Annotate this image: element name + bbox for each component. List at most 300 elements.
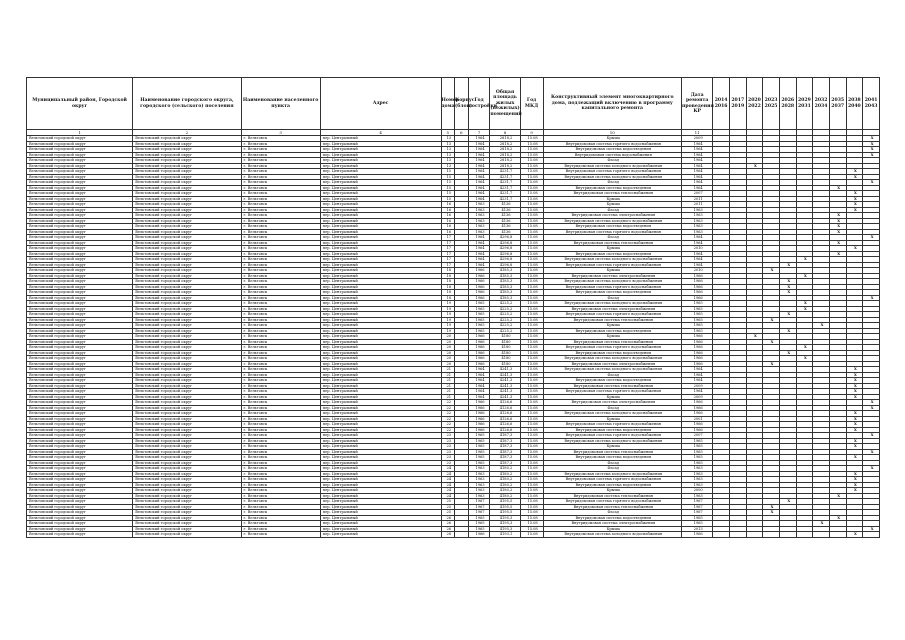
cell-district: Вельтовский городской округ [27,279,133,285]
period-cell: X [796,356,813,362]
cell-area: 4241,3 [490,394,520,400]
column-index: 11 [682,130,713,136]
period-cell: X [846,207,863,213]
cell-house: 20 [441,334,455,340]
cell-house: 22 [441,411,455,417]
cell-element: Внутридомовая система горячего водоснабжения [543,477,682,483]
cell-address: пер. Центральный [320,515,441,521]
period-cell: X [863,235,880,241]
cell-year: 1964 [468,191,490,197]
cell-date: 1963 [682,224,713,230]
cell-settlement: Вельтовский городской округ [133,224,241,230]
cell-element: Фасад [543,235,682,241]
cell-locality: г. Вельтовск [241,383,320,389]
cell-element: Внутридомовая система электроснабжения [543,273,682,279]
cell-address: пер. Центральный [320,317,441,323]
cell-address: пер. Центральный [320,295,441,301]
cell-ykd: 15.08 [520,372,543,378]
cell-address: пер. Центральный [320,290,441,296]
column-header: 2020 2022 [746,78,763,130]
cell-year: 1963 [468,229,490,235]
cell-district: Вельтовский городской округ [27,185,133,191]
cell-district: Вельтовский городской округ [27,444,133,450]
cell-district: Вельтовский городской округ [27,317,133,323]
cell-address: пер. Центральный [320,306,441,312]
cell-element: Внутридомовая система теплоснабжения [543,240,682,246]
cell-year: 1964 [468,169,490,175]
cell-address: пер. Центральный [320,174,441,180]
cell-element: Внутридомовая система теплоснабжения [543,339,682,345]
cell-element: Крыша [543,136,682,142]
cell-date: 2007 [682,191,713,197]
cell-area: 4180,2 [490,471,520,477]
cell-area: 4180 [490,356,520,362]
cell-settlement: Вельтовский городской округ [133,345,241,351]
cell-locality: г. Вельтовск [241,372,320,378]
cell-address: пер. Центральный [320,240,441,246]
cell-address: пер. Центральный [320,405,441,411]
cell-date: 1965 [682,301,713,307]
cell-address: пер. Центральный [320,262,441,268]
column-header: 2029 2031 [796,78,813,130]
cell-year: 1964 [468,240,490,246]
cell-settlement: Вельтовский городской округ [133,411,241,417]
cell-settlement: Вельтовский городской округ [133,433,241,439]
cell-date: 1966 [682,427,713,433]
cell-district: Вельтовский городской округ [27,515,133,521]
cell-date: 1964 [682,257,713,263]
period-cell: X [846,411,863,417]
cell-element: Внутридомовая система холодного водоснабжения [543,301,682,307]
cell-settlement: Вельтовский городской округ [133,493,241,499]
cell-area: 4180 [490,361,520,367]
column-index: 2 [133,130,241,136]
cell-locality: г. Вельтовск [241,246,320,252]
cell-area: 4187,3 [490,444,520,450]
cell-ykd: 15.08 [520,273,543,279]
cell-area: 4136 [490,213,520,219]
cell-year: 1966 [468,290,490,296]
cell-settlement: Вельтовский городской округ [133,328,241,334]
cell-settlement: Вельтовский городской округ [133,279,241,285]
cell-ykd: 15.08 [520,262,543,268]
cell-address: пер. Центральный [320,202,441,208]
cell-date: 1964 [682,262,713,268]
cell-locality: г. Вельтовск [241,532,320,538]
cell-locality: г. Вельтовск [241,477,320,483]
cell-date: 1966 [682,350,713,356]
cell-area: 4195,3 [490,515,520,521]
cell-area: 4185,3 [490,279,520,285]
cell-district: Вельтовский городской округ [27,345,133,351]
cell-element: Внутридомовая система горячего водоснабжения [543,312,682,318]
cell-element: Крыша [543,202,682,208]
cell-ykd: 15.08 [520,295,543,301]
cell-locality: г. Вельтовск [241,400,320,406]
cell-address: пер. Центральный [320,444,441,450]
cell-date: 1966 [682,290,713,296]
cell-house: 21 [441,389,455,395]
cell-settlement: Вельтовский городской округ [133,229,241,235]
cell-element: Крыша [543,334,682,340]
cell-house: 21 [441,378,455,384]
cell-ykd: 15.08 [520,515,543,521]
cell-house: 18 [441,273,455,279]
cell-year: 1964 [468,163,490,169]
cell-date: 1966 [682,405,713,411]
cell-date: 1965 [682,323,713,329]
cell-district: Вельтовский городской округ [27,367,133,373]
cell-date: 1963 [682,466,713,472]
cell-element: Внутридомовая система водоотведения [543,350,682,356]
cell-district: Вельтовский городской округ [27,356,133,362]
cell-house: 15 [441,196,455,202]
period-cell: X [863,152,880,158]
cell-ykd: 15.08 [520,477,543,483]
column-index: 7 [468,130,490,136]
cell-date: 1964 [682,185,713,191]
cell-year: 1966 [468,284,490,290]
cell-area: 4136 [490,229,520,235]
cell-settlement: Вельтовский городской округ [133,515,241,521]
period-cell: X [863,449,880,455]
cell-ykd: 15.08 [520,466,543,472]
cell-house: 26 [441,526,455,532]
cell-settlement: Вельтовский городской округ [133,317,241,323]
cell-element: Крыша [543,268,682,274]
period-cell: X [846,169,863,175]
cell-date: 2009 [682,394,713,400]
cell-district: Вельтовский городской округ [27,405,133,411]
cell-date: 1965 [682,312,713,318]
cell-area: 4231,7 [490,169,520,175]
column-index: 9 [520,130,543,136]
cell-house: 19 [441,301,455,307]
cell-settlement: Вельтовский городской округ [133,521,241,527]
cell-house: 24 [441,471,455,477]
cell-district: Вельтовский городской округ [27,284,133,290]
cell-element: Внутридомовая система электроснабжения [543,213,682,219]
cell-settlement: Вельтовский городской округ [133,367,241,373]
cell-district: Вельтовский городской округ [27,235,133,241]
cell-year: 1963 [468,477,490,483]
cell-house: 20 [441,350,455,356]
cell-address: пер. Центральный [320,433,441,439]
cell-year: 1967 [468,510,490,516]
cell-area: 2818,2 [490,163,520,169]
cell-settlement: Вельтовский городской округ [133,422,241,428]
cell-district: Вельтовский городской округ [27,174,133,180]
cell-date: 1964 [682,378,713,384]
cell-element: Внутридомовая система горячего водоснабжения [543,499,682,505]
period-cell: X [846,482,863,488]
cell-ykd: 15.08 [520,455,543,461]
cell-settlement: Вельтовский городской округ [133,504,241,510]
cell-district: Вельтовский городской округ [27,433,133,439]
cell-area: 4180,2 [490,482,520,488]
cell-house: 24 [441,488,455,494]
cell-element: Внутридомовая система электроснабжения [543,361,682,367]
cell-house: 15 [441,185,455,191]
cell-district: Вельтовский городской округ [27,334,133,340]
cell-district: Вельтовский городской округ [27,532,133,538]
cell-element: Фасад [543,207,682,213]
cell-house: 20 [441,345,455,351]
cell-area: 4136 [490,202,520,208]
cell-year: 1965 [468,301,490,307]
period-cell [746,532,763,538]
cell-address: пер. Центральный [320,301,441,307]
cell-district: Вельтовский городской округ [27,504,133,510]
cell-date: 1964 [682,180,713,186]
column-header: Муниципальный район, Городской округ [27,78,133,130]
cell-locality: г. Вельтовск [241,449,320,455]
cell-district: Вельтовский городской округ [27,493,133,499]
cell-area: 4180 [490,350,520,356]
cell-area: 2818,2 [490,147,520,153]
cell-district: Вельтовский городской округ [27,191,133,197]
cell-date: 1964 [682,174,713,180]
period-cell: X [846,394,863,400]
cell-house: 15 [441,174,455,180]
period-cell: X [813,323,830,329]
cell-year: 1964 [468,378,490,384]
cell-element: Внутридомовая система водоотведения [543,251,682,257]
cell-year: 1966 [468,422,490,428]
cell-district: Вельтовский городской округ [27,312,133,318]
cell-element: Крыша [543,323,682,329]
cell-address: пер. Центральный [320,213,441,219]
cell-element: Внутридомовая система горячего водоснабжения [543,262,682,268]
cell-date: 1964 [682,141,713,147]
cell-ykd: 15.08 [520,389,543,395]
cell-locality: г. Вельтовск [241,444,320,450]
cell-district: Вельтовский городской округ [27,213,133,219]
cell-date: 1965 [682,521,713,527]
cell-ykd: 15.08 [520,411,543,417]
cell-date: 1965 [682,515,713,521]
cell-address: пер. Центральный [320,504,441,510]
cell-house: 24 [441,482,455,488]
cell-element: Внутридомовая система холодного водоснабжения [543,279,682,285]
cell-district: Вельтовский городской округ [27,141,133,147]
cell-house: 22 [441,422,455,428]
cell-settlement: Вельтовский городской округ [133,306,241,312]
cell-element: Крыша [543,246,682,252]
cell-settlement: Вельтовский городской округ [133,438,241,444]
cell-date: 1965 [682,460,713,466]
cell-house: 26 [441,515,455,521]
cell-ykd: 15.08 [520,504,543,510]
cell-date: 1965 [682,455,713,461]
cell-year: 1964 [468,185,490,191]
cell-address: пер. Центральный [320,532,441,538]
period-cell: X [779,328,796,334]
column-header: 2038 2040 [846,78,863,130]
cell-house: 16 [441,207,455,213]
column-index: 1 [27,130,133,136]
cell-ykd: 15.08 [520,180,543,186]
cell-locality: г. Вельтовск [241,361,320,367]
cell-district: Вельтовский городской округ [27,488,133,494]
cell-settlement: Вельтовский городской округ [133,235,241,241]
cell-address: пер. Центральный [320,438,441,444]
cell-area: 4126,6 [490,427,520,433]
cell-district: Вельтовский городской округ [27,449,133,455]
cell-settlement: Вельтовский городской округ [133,339,241,345]
cell-date: 1965 [682,306,713,312]
period-cell [763,532,780,538]
cell-element: Крыша [543,444,682,450]
cell-ykd: 15.08 [520,493,543,499]
cell-area: 2818,2 [490,136,520,142]
cell-ykd: 15.08 [520,306,543,312]
cell-area: 4180,2 [490,493,520,499]
cell-address: пер. Центральный [320,339,441,345]
cell-house: 16 [441,213,455,219]
cell-house: 16 [441,229,455,235]
cell-year: 1964 [468,257,490,263]
cell-year: 1965 [468,460,490,466]
period-cell: X [796,301,813,307]
cell-address: пер. Центральный [320,449,441,455]
cell-date: 1965 [682,328,713,334]
cell-year: 1963 [468,488,490,494]
cell-area: 4187,3 [490,449,520,455]
cell-ykd: 15.08 [520,229,543,235]
cell-house: 18 [441,284,455,290]
cell-element: Внутридомовая система холодного водоснабжения [543,218,682,224]
cell-locality: г. Вельтовск [241,279,320,285]
cell-settlement: Вельтовский городской округ [133,499,241,505]
cell-element: Внутридомовая система водоотведения [543,147,682,153]
period-cell: X [846,422,863,428]
period-cell: X [846,416,863,422]
cell-year: 1966 [468,400,490,406]
cell-element: Внутридомовая система водоотведения [543,328,682,334]
period-cell: X [863,141,880,147]
cell-locality: г. Вельтовск [241,235,320,241]
cell-element: Внутридомовая система водоснабжения [543,152,682,158]
period-cell [829,532,846,538]
period-cell: X [796,306,813,312]
cell-district: Вельтовский городской округ [27,152,133,158]
cell-settlement: Вельтовский городской округ [133,152,241,158]
cell-ykd: 15.08 [520,400,543,406]
cell-ykd: 15.08 [520,323,543,329]
cell-element: Внутридомовая система горячего водоснабжения [543,169,682,175]
cell-locality: г. Вельтовск [241,499,320,505]
cell-locality: г. Вельтовск [241,257,320,263]
period-cell: X [763,510,780,516]
cell-year: 1966 [468,411,490,417]
cell-house: 15 [441,180,455,186]
cell-locality: г. Вельтовск [241,180,320,186]
cell-date: 1963 [682,218,713,224]
period-cell: X [779,284,796,290]
cell-locality: г. Вельтовск [241,526,320,532]
cell-element: Внутридомовая система холодного водоснабжения [543,174,682,180]
cell-settlement: Вельтовский городской округ [133,136,241,142]
cell-address: пер. Центральный [320,185,441,191]
column-index: 10 [543,130,682,136]
cell-year: 1965 [468,323,490,329]
cell-ykd: 15.08 [520,449,543,455]
cell-ykd: 15.08 [520,224,543,230]
cell-year: 1966 [468,279,490,285]
cell-address: пер. Центральный [320,158,441,164]
cell-element: Внутридомовая система холодного водоснабжения [543,356,682,362]
cell-address: пер. Центральный [320,229,441,235]
cell-district: Вельтовский городской округ [27,158,133,164]
cell-district: Вельтовский городской округ [27,411,133,417]
cell-locality: г. Вельтовск [241,262,320,268]
cell-district: Вельтовский городской округ [27,163,133,169]
cell-ykd: 15.08 [520,416,543,422]
cell-address: пер. Центральный [320,169,441,175]
cell-element: Внутридомовая система горячего водоснабжения [543,433,682,439]
cell-year: 1966 [468,345,490,351]
cell-area: 4296,8 [490,262,520,268]
cell-date: 1965 [682,438,713,444]
cell-year: 1966 [468,405,490,411]
cell-area: 4241,3 [490,383,520,389]
cell-year: 1966 [468,339,490,345]
cell-address: пер. Центральный [320,477,441,483]
period-cell: X [763,504,780,510]
cell-house: 21 [441,383,455,389]
cell-date: 1967 [682,510,713,516]
cell-ykd: 15.08 [520,191,543,197]
cell-settlement: Вельтовский городской округ [133,185,241,191]
cell-house: 23 [441,438,455,444]
column-header: 2026 2028 [779,78,796,130]
cell-element: Внутридомовая система горячего водоснабжения [543,284,682,290]
cell-locality: г. Вельтовск [241,405,320,411]
period-cell: X [846,383,863,389]
cell-date: 2009 [682,383,713,389]
cell-year: 1965 [468,328,490,334]
cell-locality: г. Вельтовск [241,136,320,142]
cell-house: 13 [441,152,455,158]
cell-element: Внутридомовая система холодного водоснабжения [543,367,682,373]
cell-locality: г. Вельтовск [241,213,320,219]
cell-locality: г. Вельтовск [241,488,320,494]
cell-area: 4296,8 [490,251,520,257]
cell-address: пер. Центральный [320,526,441,532]
cell-house: 13 [441,136,455,142]
period-cell: X [829,229,846,235]
cell-element: Внутридомовая система холодного водоснабжения [543,438,682,444]
cell-date: 1967 [682,499,713,505]
cell-address: пер. Центральный [320,466,441,472]
cell-date: 2011 [682,202,713,208]
cell-ykd: 15.08 [520,526,543,532]
cell-area: 4136 [490,207,520,213]
cell-locality: г. Вельтовск [241,356,320,362]
cell-date: 2000 [682,488,713,494]
cell-area: 4185,3 [490,290,520,296]
period-cell: X [863,180,880,186]
cell-ykd: 15.08 [520,471,543,477]
cell-date: 2001 [682,416,713,422]
cell-settlement: Вельтовский городской округ [133,416,241,422]
cell-address: пер. Центральный [320,180,441,186]
cell-ykd: 15.08 [520,240,543,246]
cell-year: 1964 [468,136,490,142]
cell-ykd: 15.08 [520,328,543,334]
cell-area: 4296,8 [490,257,520,263]
